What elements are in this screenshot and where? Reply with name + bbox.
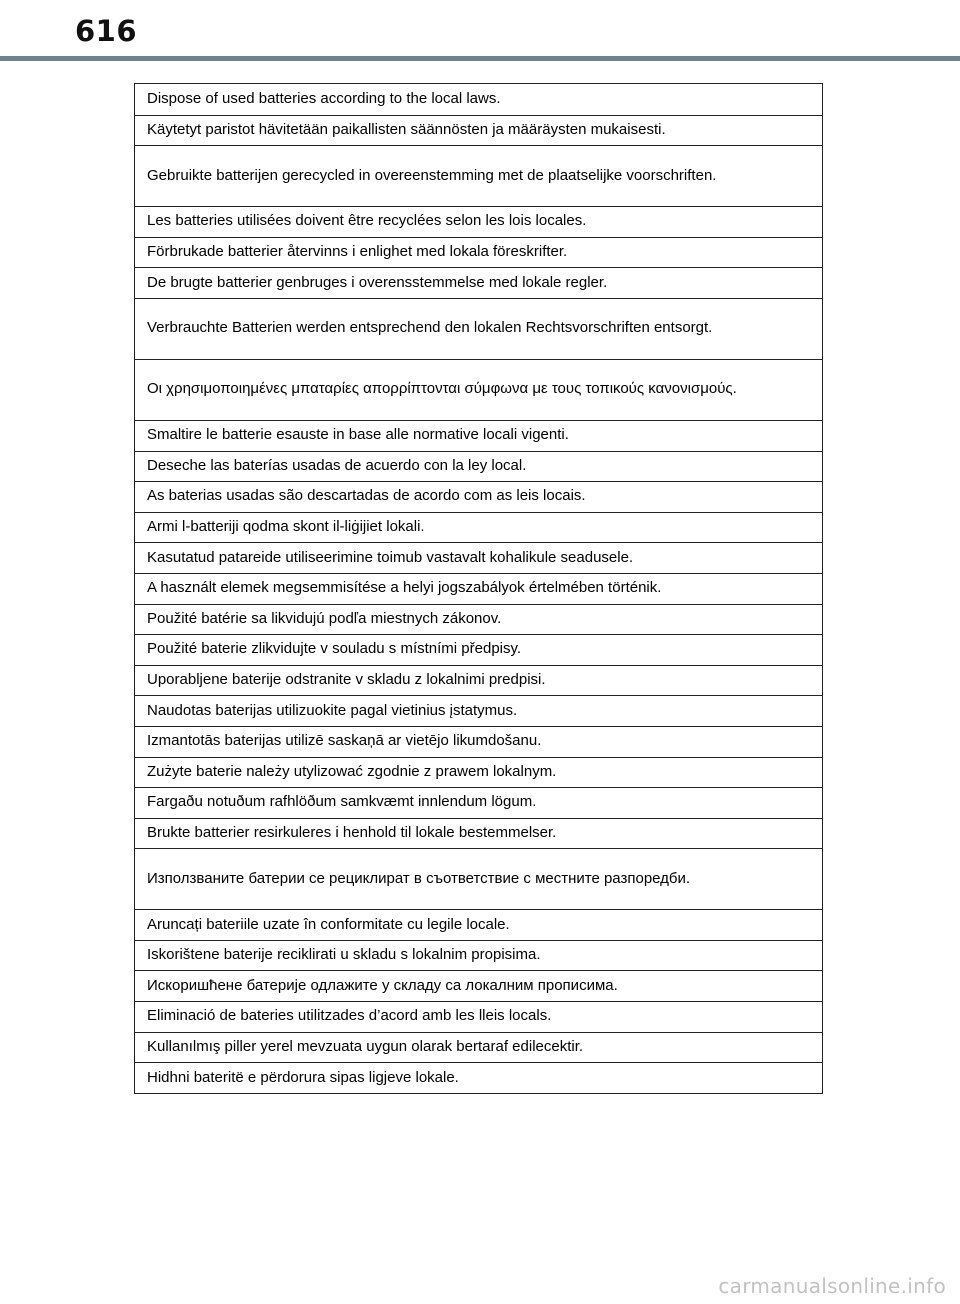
notice-row-lithuanian: Naudotas baterijas utilizuokite pagal vietinius įstatymus. [135, 695, 822, 726]
notice-row-czech: Použité baterie zlikvidujte v souladu s místními předpisy. [135, 634, 822, 665]
notice-row-albanian: Hidhni bateritë e përdorura sipas ligjeve lokale. [135, 1062, 822, 1093]
notice-row-norwegian: Brukte batterier resirkuleres i henhold til lokale bestemmelser. [135, 818, 822, 849]
notice-row-icelandic: Fargaðu notuðum rafhlöðum samkvæmt innlendum lögum. [135, 787, 822, 818]
notice-row-french: Les batteries utilisées doivent être recyclées selon les lois locales. [135, 206, 822, 237]
notice-row-german: Verbrauchte Batterien werden entsprechend den lokalen Rechtsvorschriften entsorgt. [135, 298, 822, 359]
notice-row-greek: Οι χρησιμοποιημένες μπαταρίες απορρίπτονται σύμφωνα με τους τοπικούς κανονισμούς. [135, 359, 822, 420]
notice-row-estonian: Kasutatud patareide utiliseerimine toimub vastavalt kohalikule seadusele. [135, 542, 822, 573]
notice-row-spanish: Deseche las baterías usadas de acuerdo con la ley local. [135, 451, 822, 482]
notice-row-portuguese: As baterias usadas são descartadas de acordo com as leis locais. [135, 481, 822, 512]
notice-row-finnish: Käytetyt paristot hävitetään paikallisten säännösten ja määräysten mukaisesti. [135, 115, 822, 146]
header-rule [0, 56, 960, 61]
notice-row-slovenian: Uporabljene baterije odstranite v skladu z lokalnimi predpisi. [135, 665, 822, 696]
notice-row-bulgarian: Използваните батерии се рециклират в съответствие с местните разпоредби. [135, 848, 822, 909]
notice-row-serbian: Искоришћене батерије одлажите у складу са локалним прописима. [135, 970, 822, 1001]
page-number: 616 [75, 14, 138, 48]
notice-row-danish: De brugte batterier genbruges i overensstemmelse med lokale regler. [135, 267, 822, 298]
notice-row-dutch: Gebruikte batterijen gerecycled in overeenstemming met de plaatselijke voorschriften. [135, 145, 822, 206]
site-watermark: carmanualsonline.info [718, 1274, 946, 1298]
notice-row-polish: Zużyte baterie należy utylizować zgodnie z prawem lokalnym. [135, 757, 822, 788]
notice-row-italian: Smaltire le batterie esauste in base alle normative locali vigenti. [135, 420, 822, 451]
notice-row-latvian: Izmantotās baterijas utilizē saskaņā ar vietējo likumdošanu. [135, 726, 822, 757]
notice-row-romanian: Aruncați bateriile uzate în conformitate cu legile locale. [135, 909, 822, 940]
notice-row-hungarian: A használt elemek megsemmisítése a helyi jogszabályok értelmében történik. [135, 573, 822, 604]
notice-row-croatian: Iskorištene baterije reciklirati u skladu s lokalnim propisima. [135, 940, 822, 971]
notice-row-turkish: Kullanılmış piller yerel mevzuata uygun olarak bertaraf edilecektir. [135, 1032, 822, 1063]
notice-row-swedish: Förbrukade batterier återvinns i enlighet med lokala föreskrifter. [135, 237, 822, 268]
battery-disposal-notice-table [134, 83, 823, 1094]
notice-row-slovak: Použité batérie sa likvidujú podľa miestnych zákonov. [135, 604, 822, 635]
notice-row-english: Dispose of used batteries according to the local laws. [147, 89, 501, 107]
notice-row-maltese: Armi l-batteriji qodma skont il-liġijiet lokali. [135, 512, 822, 543]
notice-row-catalan: Eliminació de bateries utilitzades d’acord amb les lleis locals. [135, 1001, 822, 1032]
